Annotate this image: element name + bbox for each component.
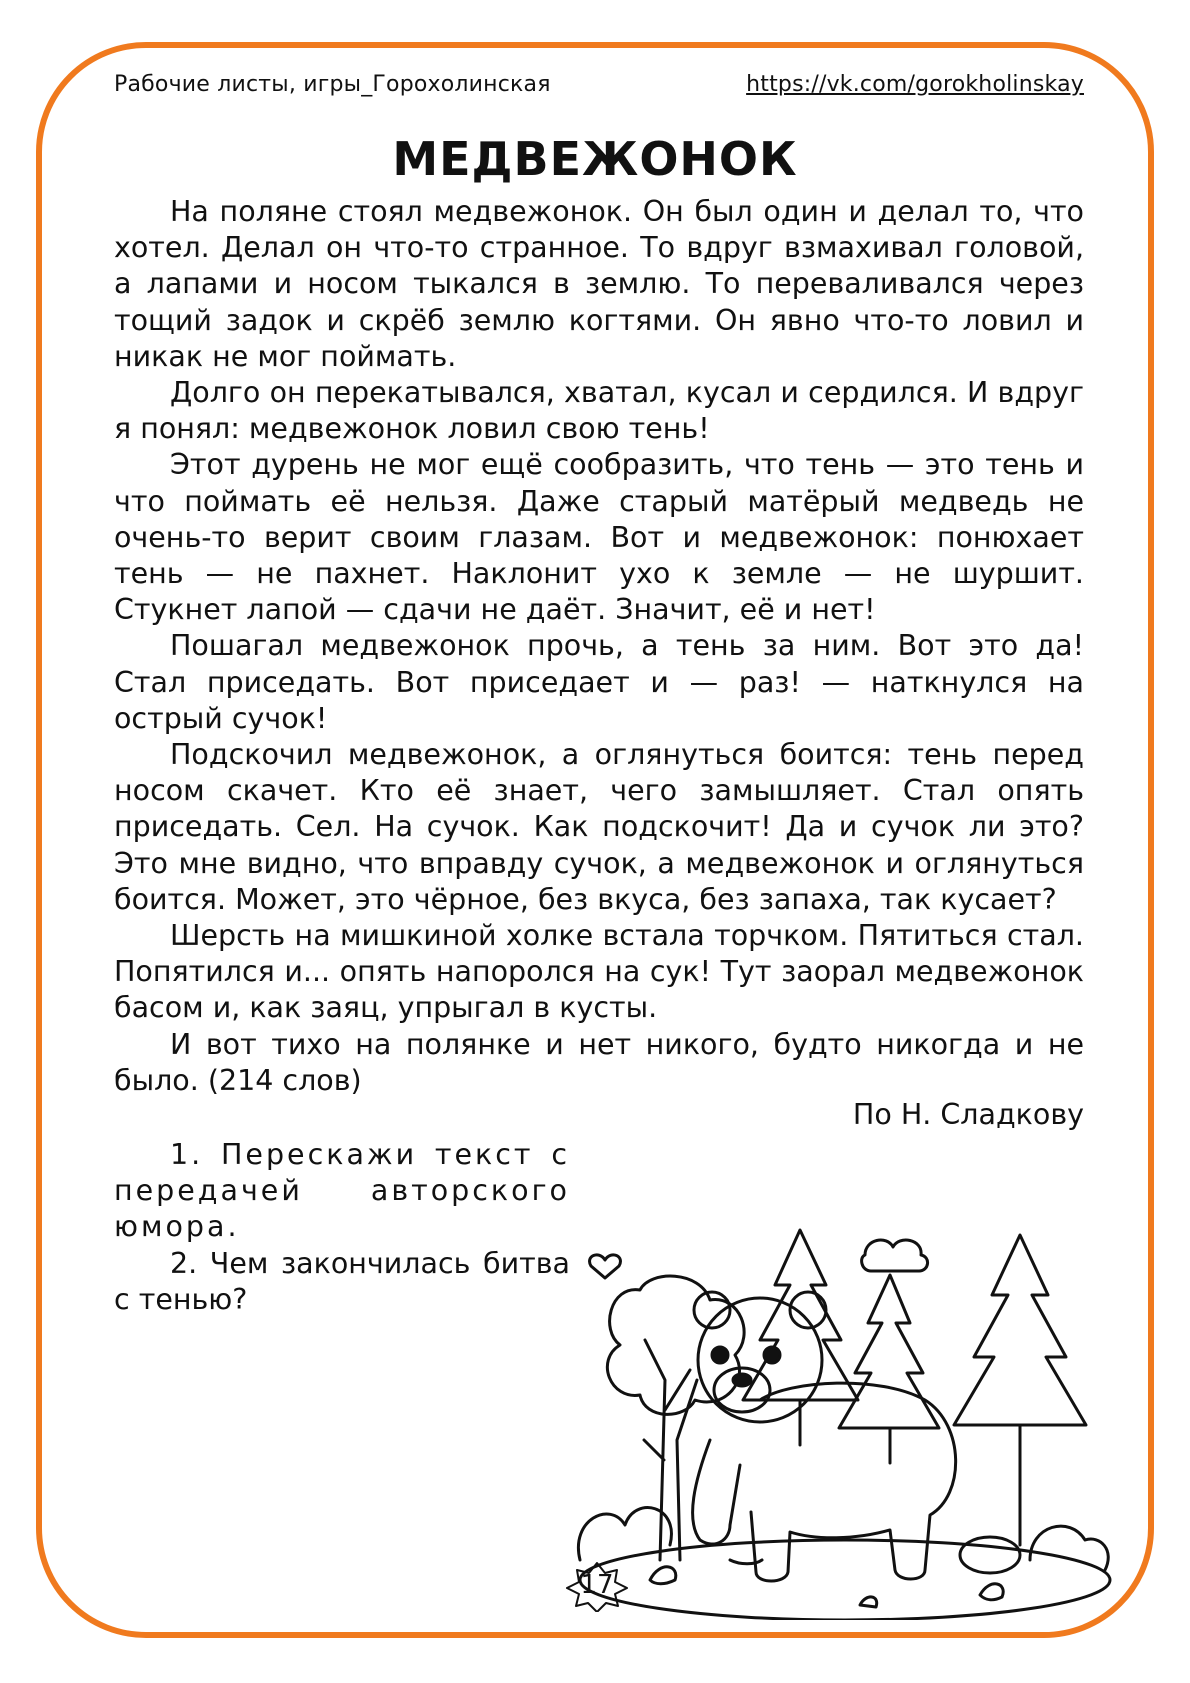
- story-paragraph: Этот дурень не мог ещё сообразить, что тень — это тень и что поймать её нельзя. Даже старый матёрый медведь не очень-то верит своим глазам. Вот и медвежонок: понюхает тень — не пахнет. Наклонит ухо к земле — не шуршит. Стукнет лапой — сдачи не даёт. Значит, её и нет!: [114, 448, 1084, 627]
- story-paragraph: Подскочил медвежонок, а оглянуться боится: тень перед носом скачет. Кто её знает, чего замышляет. Стал опять приседать. Сел. На сучок. Как подскочит! Да и сучок ли это? Это мне видно, что вправду сучок, а медвежонок и оглянуться боится. Может, это чёрное, без вкуса, без запаха, так кусает?: [114, 738, 1084, 916]
- pine-tree-right: [954, 1235, 1086, 1545]
- story-paragraph: Шерсть на мишкиной холке встала торчком. Пятиться стал. Попятился и... опять напоролся на сук! Тут заорал медвежонок басом и, как заяц, упрыгал в кусты.: [114, 919, 1084, 1025]
- questions-block: [114, 1137, 570, 1318]
- page-number-badge: [562, 1560, 632, 1612]
- story-paragraph: Долго он перекатывался, хватал, кусал и сердился. И вдруг я понял: медвежонок ловил свою тень!: [114, 376, 1084, 446]
- header-author-label: Рабочие листы, игры_Горохолинская: [114, 72, 551, 97]
- author-credit: По Н. Сладкову: [852, 1098, 1084, 1131]
- question-item: 2. Чем закончилась битва с тенью?: [114, 1246, 570, 1316]
- page-number: 17: [580, 1570, 614, 1600]
- pine-tree-middle: [839, 1275, 939, 1463]
- bush-right: [1030, 1526, 1108, 1570]
- page-title: МЕДВЕЖОНОК: [392, 132, 798, 186]
- ground-leaves: [650, 1567, 1003, 1607]
- story-paragraph: Пошагал медвежонок прочь, а тень за ним. Вот это да! Стал приседать. Вот приседает и — раз! — наткнулся на острый сучок!: [114, 629, 1084, 735]
- heart-icon: [590, 1255, 621, 1278]
- question-item: 1. Перескажи текст с передачей авторского юмора.: [114, 1138, 570, 1244]
- header-link[interactable]: https://vk.com/gorokholinskay: [746, 72, 1084, 97]
- pine-tree-left: [743, 1230, 858, 1445]
- story-paragraph: На поляне стоял медвежонок. Он был один и делал то, что хотел. Делал он что-то странное. То вдруг взмахивал головой, а лапами и носом тыкался в землю. То переваливался через тощий задок и скрёб землю когтями. Он явно что-то ловил и никак не мог поймать.: [114, 195, 1084, 373]
- bear-cub: [693, 1292, 956, 1581]
- bear-in-forest-illustration: [560, 1140, 1130, 1620]
- stone: [960, 1537, 1020, 1573]
- cloud-icon: [862, 1240, 928, 1271]
- story-paragraph: И вот тихо на полянке и нет никого, будто никогда и не было. (214 слов): [114, 1027, 1084, 1097]
- story-text: [114, 194, 1084, 1099]
